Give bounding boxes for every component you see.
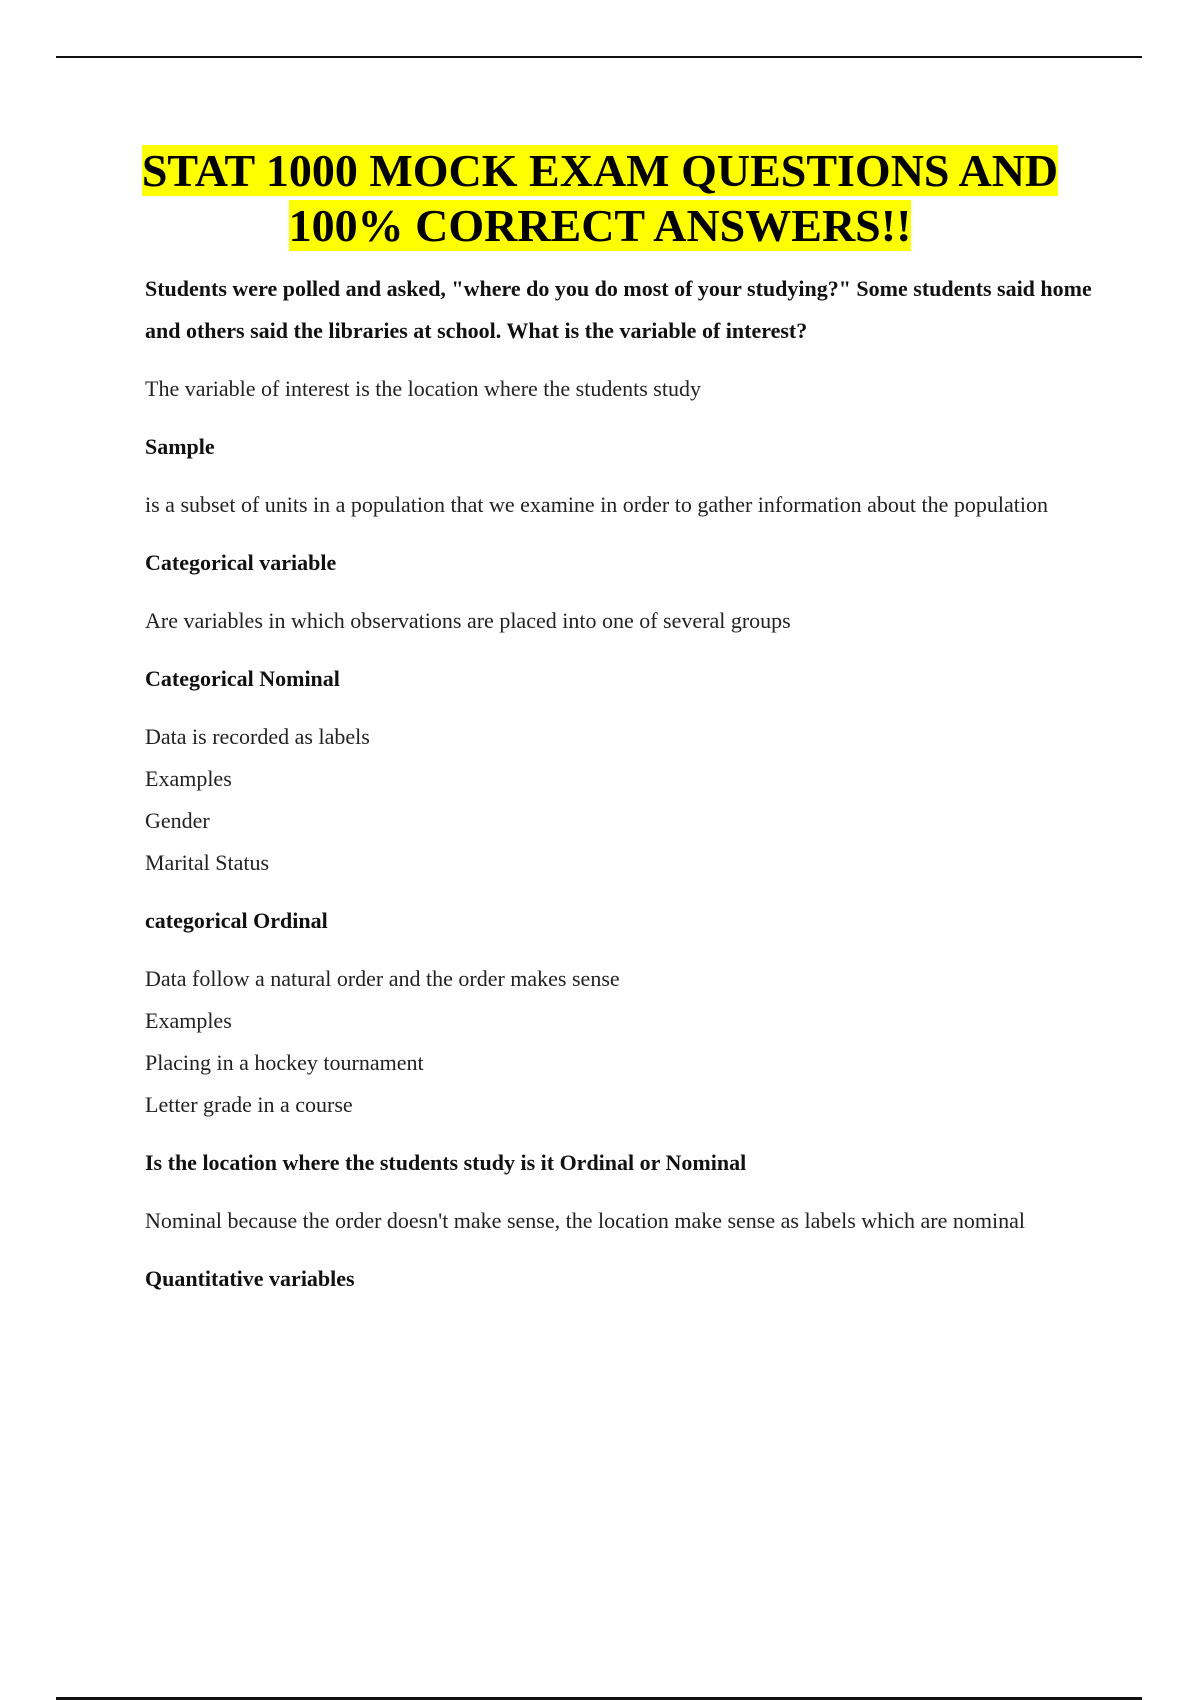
answer-4 <box>145 716 1095 884</box>
answer-4-line-3: Gender <box>145 808 210 833</box>
question-3: Categorical variable <box>145 550 337 575</box>
document-title <box>0 143 1200 253</box>
question-2: Sample <box>145 434 215 459</box>
question-7: Quantitative variables <box>145 1266 355 1291</box>
answer-6: Nominal because the order doesn't make sense, the location make sense as labels which are nominal <box>145 1208 1025 1233</box>
title-line-2: 100% CORRECT ANSWERS!! <box>288 200 912 251</box>
document-body <box>145 268 1095 1300</box>
answer-2: is a subset of units in a population that we examine in order to gather information about the population <box>145 492 1049 517</box>
question-1: Students were polled and asked, "where do you do most of your studying?" Some students said home and others said the libraries at school. What is the variable of interest? <box>145 276 1092 343</box>
answer-4-line-4: Marital Status <box>145 850 270 875</box>
question-5: categorical Ordinal <box>145 908 328 933</box>
answer-4-line-1: Data is recorded as labels <box>145 724 370 749</box>
answer-5-line-2: Examples <box>145 1008 232 1033</box>
title-line-1: STAT 1000 MOCK EXAM QUESTIONS AND <box>141 145 1059 196</box>
answer-4-line-2: Examples <box>145 766 232 791</box>
question-6: Is the location where the students study is it Ordinal or Nominal <box>145 1150 747 1175</box>
answer-5-line-3: Placing in a hockey tournament <box>145 1050 424 1075</box>
answer-5-line-4: Letter grade in a course <box>145 1092 353 1117</box>
answer-3: Are variables in which observations are placed into one of several groups <box>145 608 791 633</box>
top-rule <box>56 56 1142 58</box>
question-4: Categorical Nominal <box>145 666 340 691</box>
answer-1: The variable of interest is the location where the students study <box>145 376 701 401</box>
answer-5 <box>145 958 1095 1126</box>
answer-5-line-1: Data follow a natural order and the order makes sense <box>145 966 620 991</box>
